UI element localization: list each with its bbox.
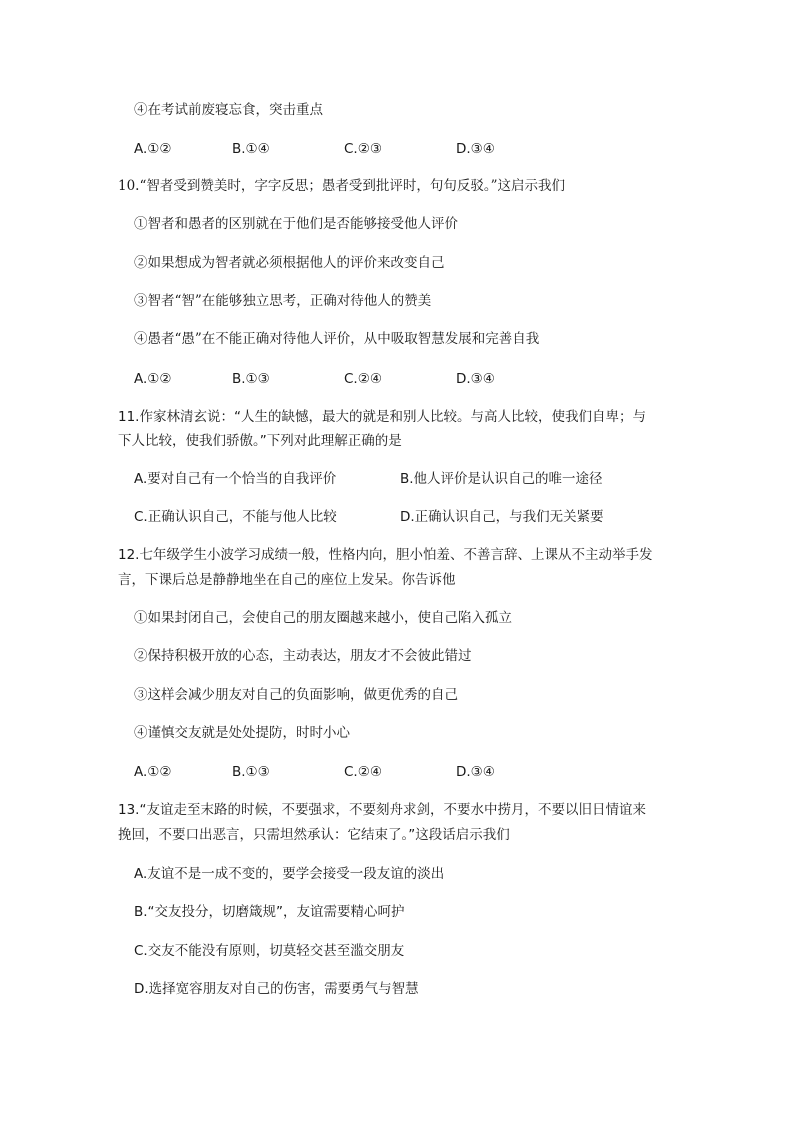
q9-option-c: C.②③ [344, 141, 382, 157]
q13-option-a: A.友谊不是一成不变的，要学会接受一段友谊的淡出 [134, 866, 445, 882]
q12-option-b: B.①③ [232, 764, 270, 780]
q10-option-a: A.①② [134, 371, 172, 387]
q11-option-d: D.正确认识自己，与我们无关紧要 [400, 509, 604, 525]
q9-statement-4: ④在考试前废寝忘食，突击重点 [134, 102, 323, 118]
q13-stem-line-2: 挽回，不要口出恶言，只需坦然承认：它结束了。”这段话启示我们 [118, 827, 510, 843]
q9-option-a: A.①② [134, 141, 172, 157]
q12-statement-1: ①如果封闭自己，会使自己的朋友圈越来越小，使自己陷入孤立 [134, 610, 512, 626]
q12-stem-line-1: 12.七年级学生小波学习成绩一般，性格内向，胆小怕羞、不善言辞、上课从不主动举手发 [118, 547, 653, 563]
q12-option-a: A.①② [134, 764, 172, 780]
q12-stem-line-2: 言，下课后总是静静地坐在自己的座位上发呆。你告诉他 [118, 572, 456, 588]
q12-statement-4: ④谨慎交友就是处处提防，时时小心 [134, 725, 350, 741]
q11-stem-line-1: 11.作家林清玄说：“人生的缺憾，最大的就是和别人比较。与高人比较，使我们自卑；与 [118, 409, 646, 425]
q12-option-d: D.③④ [456, 764, 495, 780]
q11-option-b: B.他人评价是认识自己的唯一途径 [400, 471, 603, 487]
q10-option-b: B.①③ [232, 371, 270, 387]
q10-statement-4: ④愚者“愚”在不能正确对待他人评价，从中吸取智慧发展和完善自我 [134, 331, 540, 347]
q12-statement-3: ③这样会减少朋友对自己的负面影响，做更优秀的自己 [134, 687, 458, 703]
q9-option-b: B.①④ [232, 141, 270, 157]
q10-stem: 10.“智者受到赞美时，字字反思；愚者受到批评时，句句反驳。”这启示我们 [118, 178, 566, 194]
q11-option-a: A.要对自己有一个恰当的自我评价 [134, 471, 337, 487]
q10-option-c: C.②④ [344, 371, 382, 387]
q13-option-c: C.交友不能没有原则，切莫轻交甚至滥交朋友 [134, 943, 405, 959]
q11-stem-line-2: 下人比较，使我们骄傲。”下列对此理解正确的是 [118, 433, 402, 449]
q10-statement-1: ①智者和愚者的区别就在于他们是否能够接受他人评价 [134, 216, 458, 232]
q13-option-d: D.选择宽容朋友对自己的伤害，需要勇气与智慧 [134, 981, 419, 997]
q12-statement-2: ②保持积极开放的心态，主动表达，朋友才不会彼此错过 [134, 648, 472, 664]
q10-option-d: D.③④ [456, 371, 495, 387]
q12-option-c: C.②④ [344, 764, 382, 780]
q9-option-d: D.③④ [456, 141, 495, 157]
q11-option-c: C.正确认识自己，不能与他人比较 [134, 509, 337, 525]
q13-option-b: B.“交友投分，切磨箴规”，友谊需要精心呵护 [134, 904, 405, 920]
q10-statement-3: ③智者“智”在能够独立思考，正确对待他人的赞美 [134, 293, 432, 309]
q13-stem-line-1: 13.“友谊走至末路的时候，不要强求，不要刻舟求剑，不要水中捞月，不要以旧日情谊来 [118, 802, 646, 818]
q10-statement-2: ②如果想成为智者就必须根据他人的评价来改变自己 [134, 255, 445, 271]
